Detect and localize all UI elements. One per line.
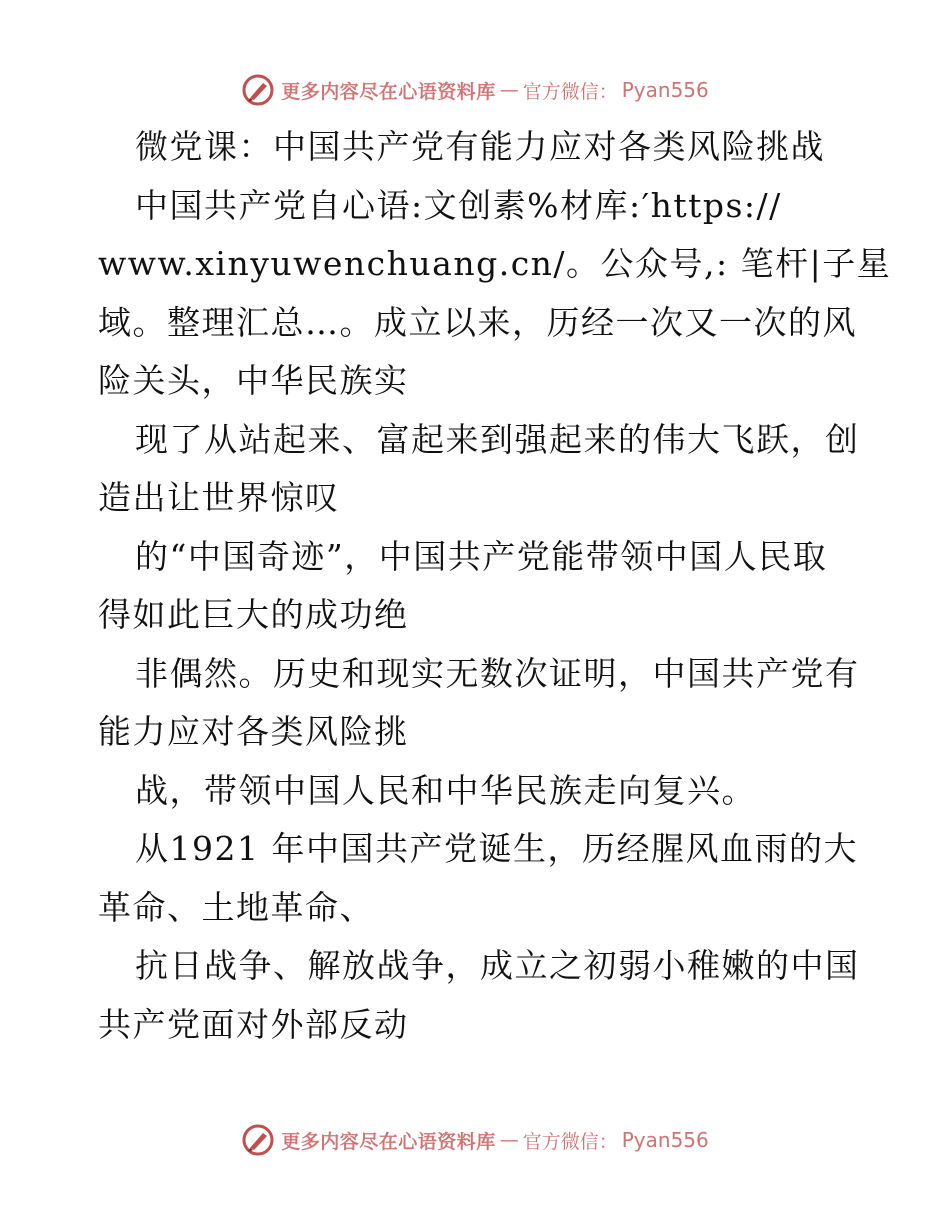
document-title: 微党课：中国共产党有能力应对各类风险挑战 — [135, 127, 825, 166]
paragraph-line: 共产党面对外部反动 — [98, 1004, 409, 1044]
paragraph-line: 的“中国奇迹”，中国共产党能带领中国人民取 — [135, 536, 828, 576]
paragraph-line: 现了从站起来、富起来到强起来的伟大飞跃，创 — [135, 419, 860, 459]
pen-logo-icon — [241, 73, 275, 107]
paragraph-line: 得如此巨大的成功绝 — [98, 595, 409, 634]
banner-main-text: 更多内容尽在心语资料库 — [281, 80, 496, 103]
paragraph-line: 域。整理汇总…。成立以来，历经一次又一次的风 — [98, 302, 857, 342]
paragraph-line: 非偶然。历史和现实无数次证明，中国共产党有 — [135, 653, 860, 693]
paragraph-line: 能力应对各类风险挑 — [98, 712, 409, 751]
banner-sub-text: 官方微信： — [522, 80, 618, 103]
paragraph-line: 中国共产党自心语:文创素%材库:′https:// — [135, 185, 782, 225]
document-body — [98, 118, 892, 1054]
paragraph-line: 革命、土地革命、 — [98, 887, 374, 927]
paragraph-line: 战，带领中国人民和中华民族走向复兴。 — [135, 770, 756, 810]
paragraph-line: 险关头，中华民族实 — [98, 361, 409, 400]
banner-dash: — — [499, 1129, 519, 1151]
paragraph-line: www.xinyuwenchuang.cn/。公众号,: 笔杆|子星 — [98, 244, 892, 283]
footer-banner — [0, 1120, 950, 1160]
banner-wechat-id: Pyan556 — [621, 78, 709, 102]
banner-wechat-id: Pyan556 — [621, 1128, 709, 1152]
paragraph-line: 抗日战争、解放战争，成立之初弱小稚嫩的中国 — [135, 946, 860, 985]
pen-logo-icon — [241, 1123, 275, 1157]
banner-dash: — — [499, 79, 519, 101]
header-banner — [0, 70, 950, 110]
banner-sub-text: 官方微信： — [522, 1130, 618, 1153]
banner-main-text: 更多内容尽在心语资料库 — [281, 1130, 496, 1153]
paragraph-line: 造出让世界惊叹 — [98, 478, 340, 517]
paragraph-line: 从1921 年中国共产党诞生，历经腥风血雨的大 — [135, 829, 858, 868]
